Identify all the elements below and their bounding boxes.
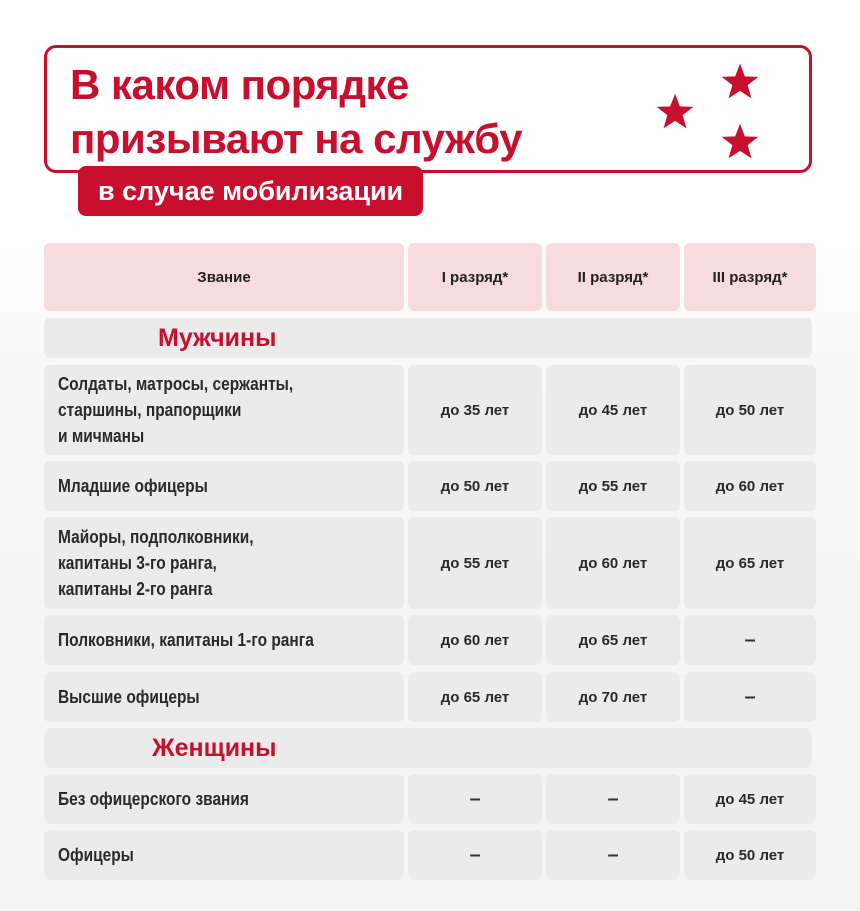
age-limit-cell: до 65 лет [408,672,542,722]
age-limit-cell: до 35 лет [408,365,542,455]
age-limit-cell: – [546,830,680,880]
rank-line: Младшие офицеры [58,476,208,496]
age-limit-cell: до 60 лет [684,461,816,511]
age-limit-cell: – [684,672,816,722]
title-line-1: В каком порядке [70,61,409,108]
age-limit-cell: до 70 лет [546,672,680,722]
rank-line: и мичманы [58,426,145,446]
page-title [70,58,650,166]
age-limit-cell: – [684,615,816,665]
age-limit-cell: – [546,774,680,824]
age-limit-cell: до 55 лет [546,461,680,511]
age-limit-cell: до 60 лет [546,517,680,609]
rank-line: Без офицерского звания [58,789,249,809]
rank-cell [44,830,404,880]
rank-cell [44,461,404,511]
section-header: Женщины [44,728,812,768]
rank-line: Офицеры [58,845,134,865]
rank-line: Солдаты, матросы, сержанты, [58,374,294,394]
star-icon [720,62,760,102]
star-icon [720,122,760,162]
rank-line: Майоры, подполковники, [58,527,254,547]
age-limit-cell: до 65 лет [684,517,816,609]
age-limit-cell: – [408,774,542,824]
age-limit-cell: до 50 лет [684,830,816,880]
age-limit-cell: до 65 лет [546,615,680,665]
age-limit-cell: до 50 лет [684,365,816,455]
rank-cell [44,615,404,665]
age-limit-cell: до 55 лет [408,517,542,609]
age-limit-cell: до 60 лет [408,615,542,665]
age-limit-cell: до 45 лет [684,774,816,824]
rank-cell [44,517,404,609]
rank-cell [44,672,404,722]
column-header-3: III разряд* [684,243,816,311]
column-header-0: Звание [44,243,404,311]
star-icon [655,92,695,132]
rank-text [58,786,249,812]
title-line-2: призывают на службу [70,115,523,162]
rank-line: Полковники, капитаны 1-го ранга [58,630,314,650]
column-header-2: II разряд* [546,243,680,311]
rank-line: капитаны 2-го ранга [58,579,213,599]
rank-text [58,524,254,602]
rank-text [58,371,293,449]
rank-text [58,473,208,499]
rank-cell [44,365,404,455]
rank-line: старшины, прапорщики [58,400,242,420]
age-limit-cell: – [408,830,542,880]
section-header: Мужчины [44,318,812,358]
column-header-1: I разряд* [408,243,542,311]
age-limit-cell: до 45 лет [546,365,680,455]
subtitle-badge: в случае мобилизации [78,166,423,216]
rank-line: Высшие офицеры [58,687,200,707]
age-limit-cell: до 50 лет [408,461,542,511]
rank-text [58,684,200,710]
rank-text [58,627,314,653]
rank-line: капитаны 3-го ранга, [58,553,217,573]
rank-cell [44,774,404,824]
rank-text [58,842,134,868]
